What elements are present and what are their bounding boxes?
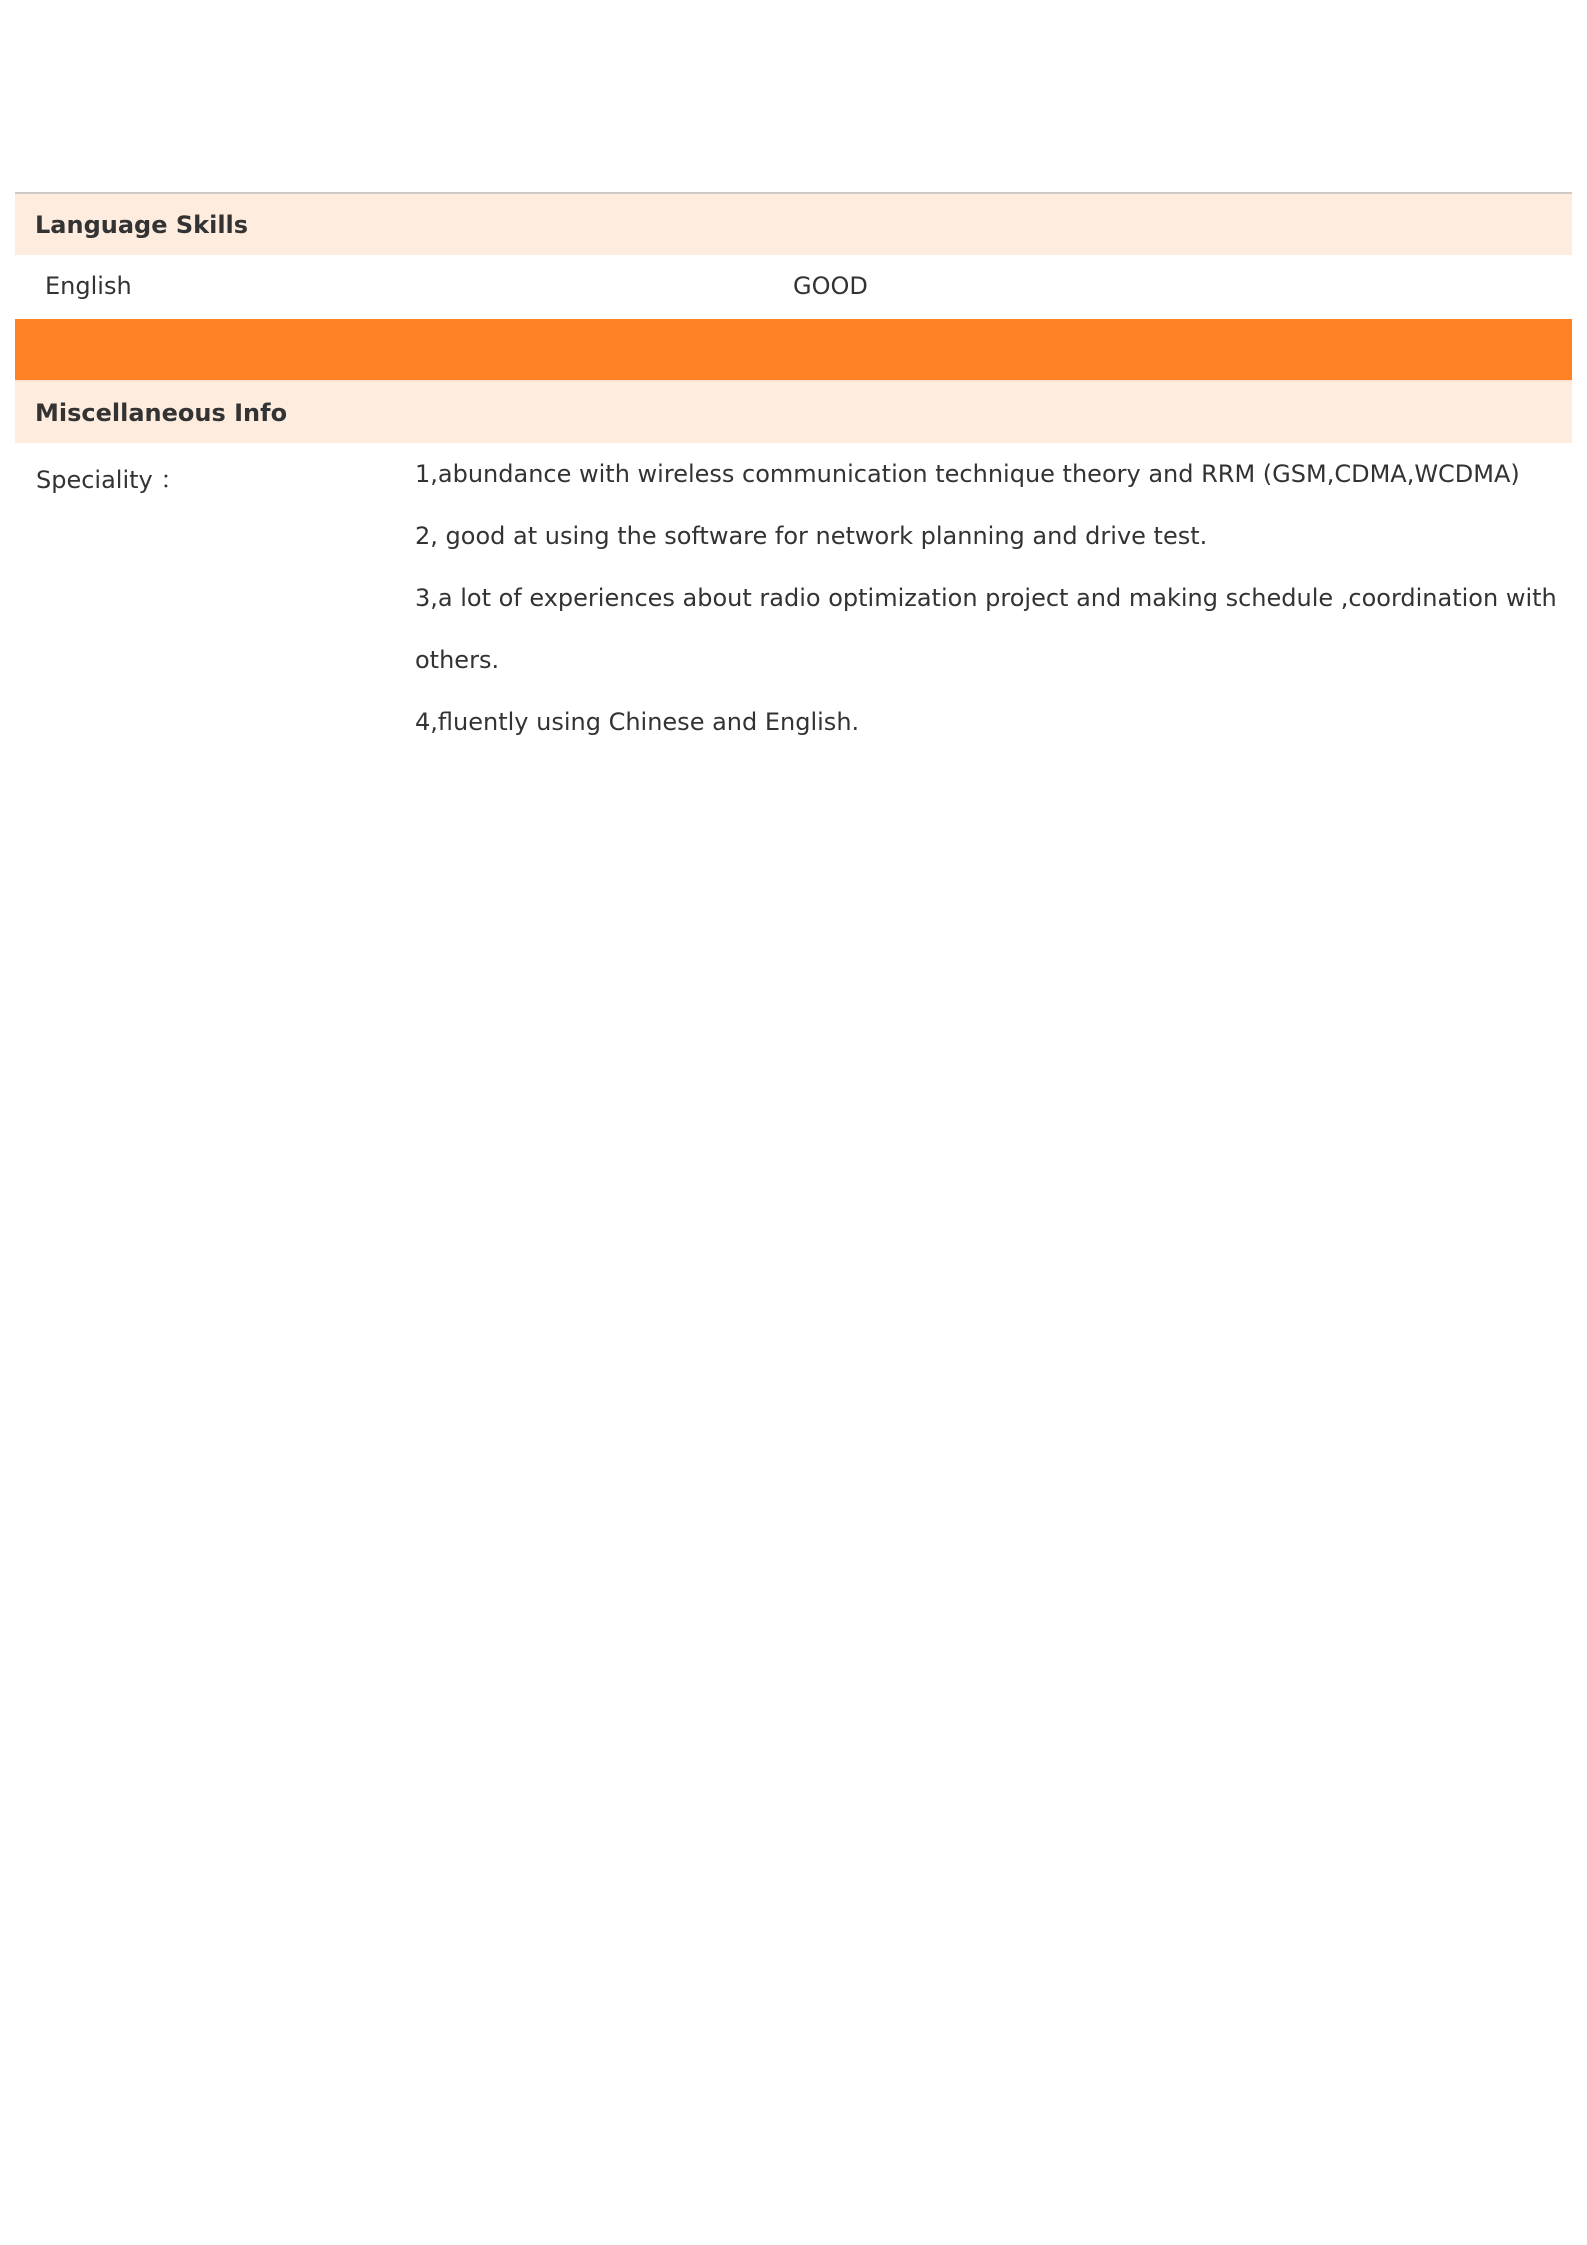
resume-page bbox=[15, 192, 1572, 753]
misc-info-title: Miscellaneous Info bbox=[35, 398, 288, 427]
speciality-line-1: 1,abundance with wireless communication technique theory and RRM (GSM,CDMA,WCDMA) bbox=[415, 460, 1520, 488]
section-separator-bar bbox=[15, 319, 1572, 380]
language-skills-title: Language Skills bbox=[35, 210, 249, 239]
speciality-line-2: 2, good at using the software for network planning and drive test. bbox=[415, 522, 1208, 550]
speciality-line-4: others. bbox=[415, 646, 500, 674]
misc-info-body bbox=[15, 443, 1572, 753]
language-row bbox=[15, 255, 1572, 319]
speciality-list bbox=[415, 443, 1572, 753]
speciality-line-3: 3,a lot of experiences about radio optimization project and making schedule ,coordination with bbox=[415, 584, 1557, 612]
speciality-label: Speciality ： bbox=[36, 466, 185, 494]
language-level: GOOD bbox=[793, 272, 868, 300]
language-skills-header bbox=[15, 194, 1572, 255]
misc-info-header bbox=[15, 382, 1572, 443]
language-name: English bbox=[45, 272, 132, 300]
speciality-line-5: 4,fluently using Chinese and English. bbox=[415, 708, 860, 736]
